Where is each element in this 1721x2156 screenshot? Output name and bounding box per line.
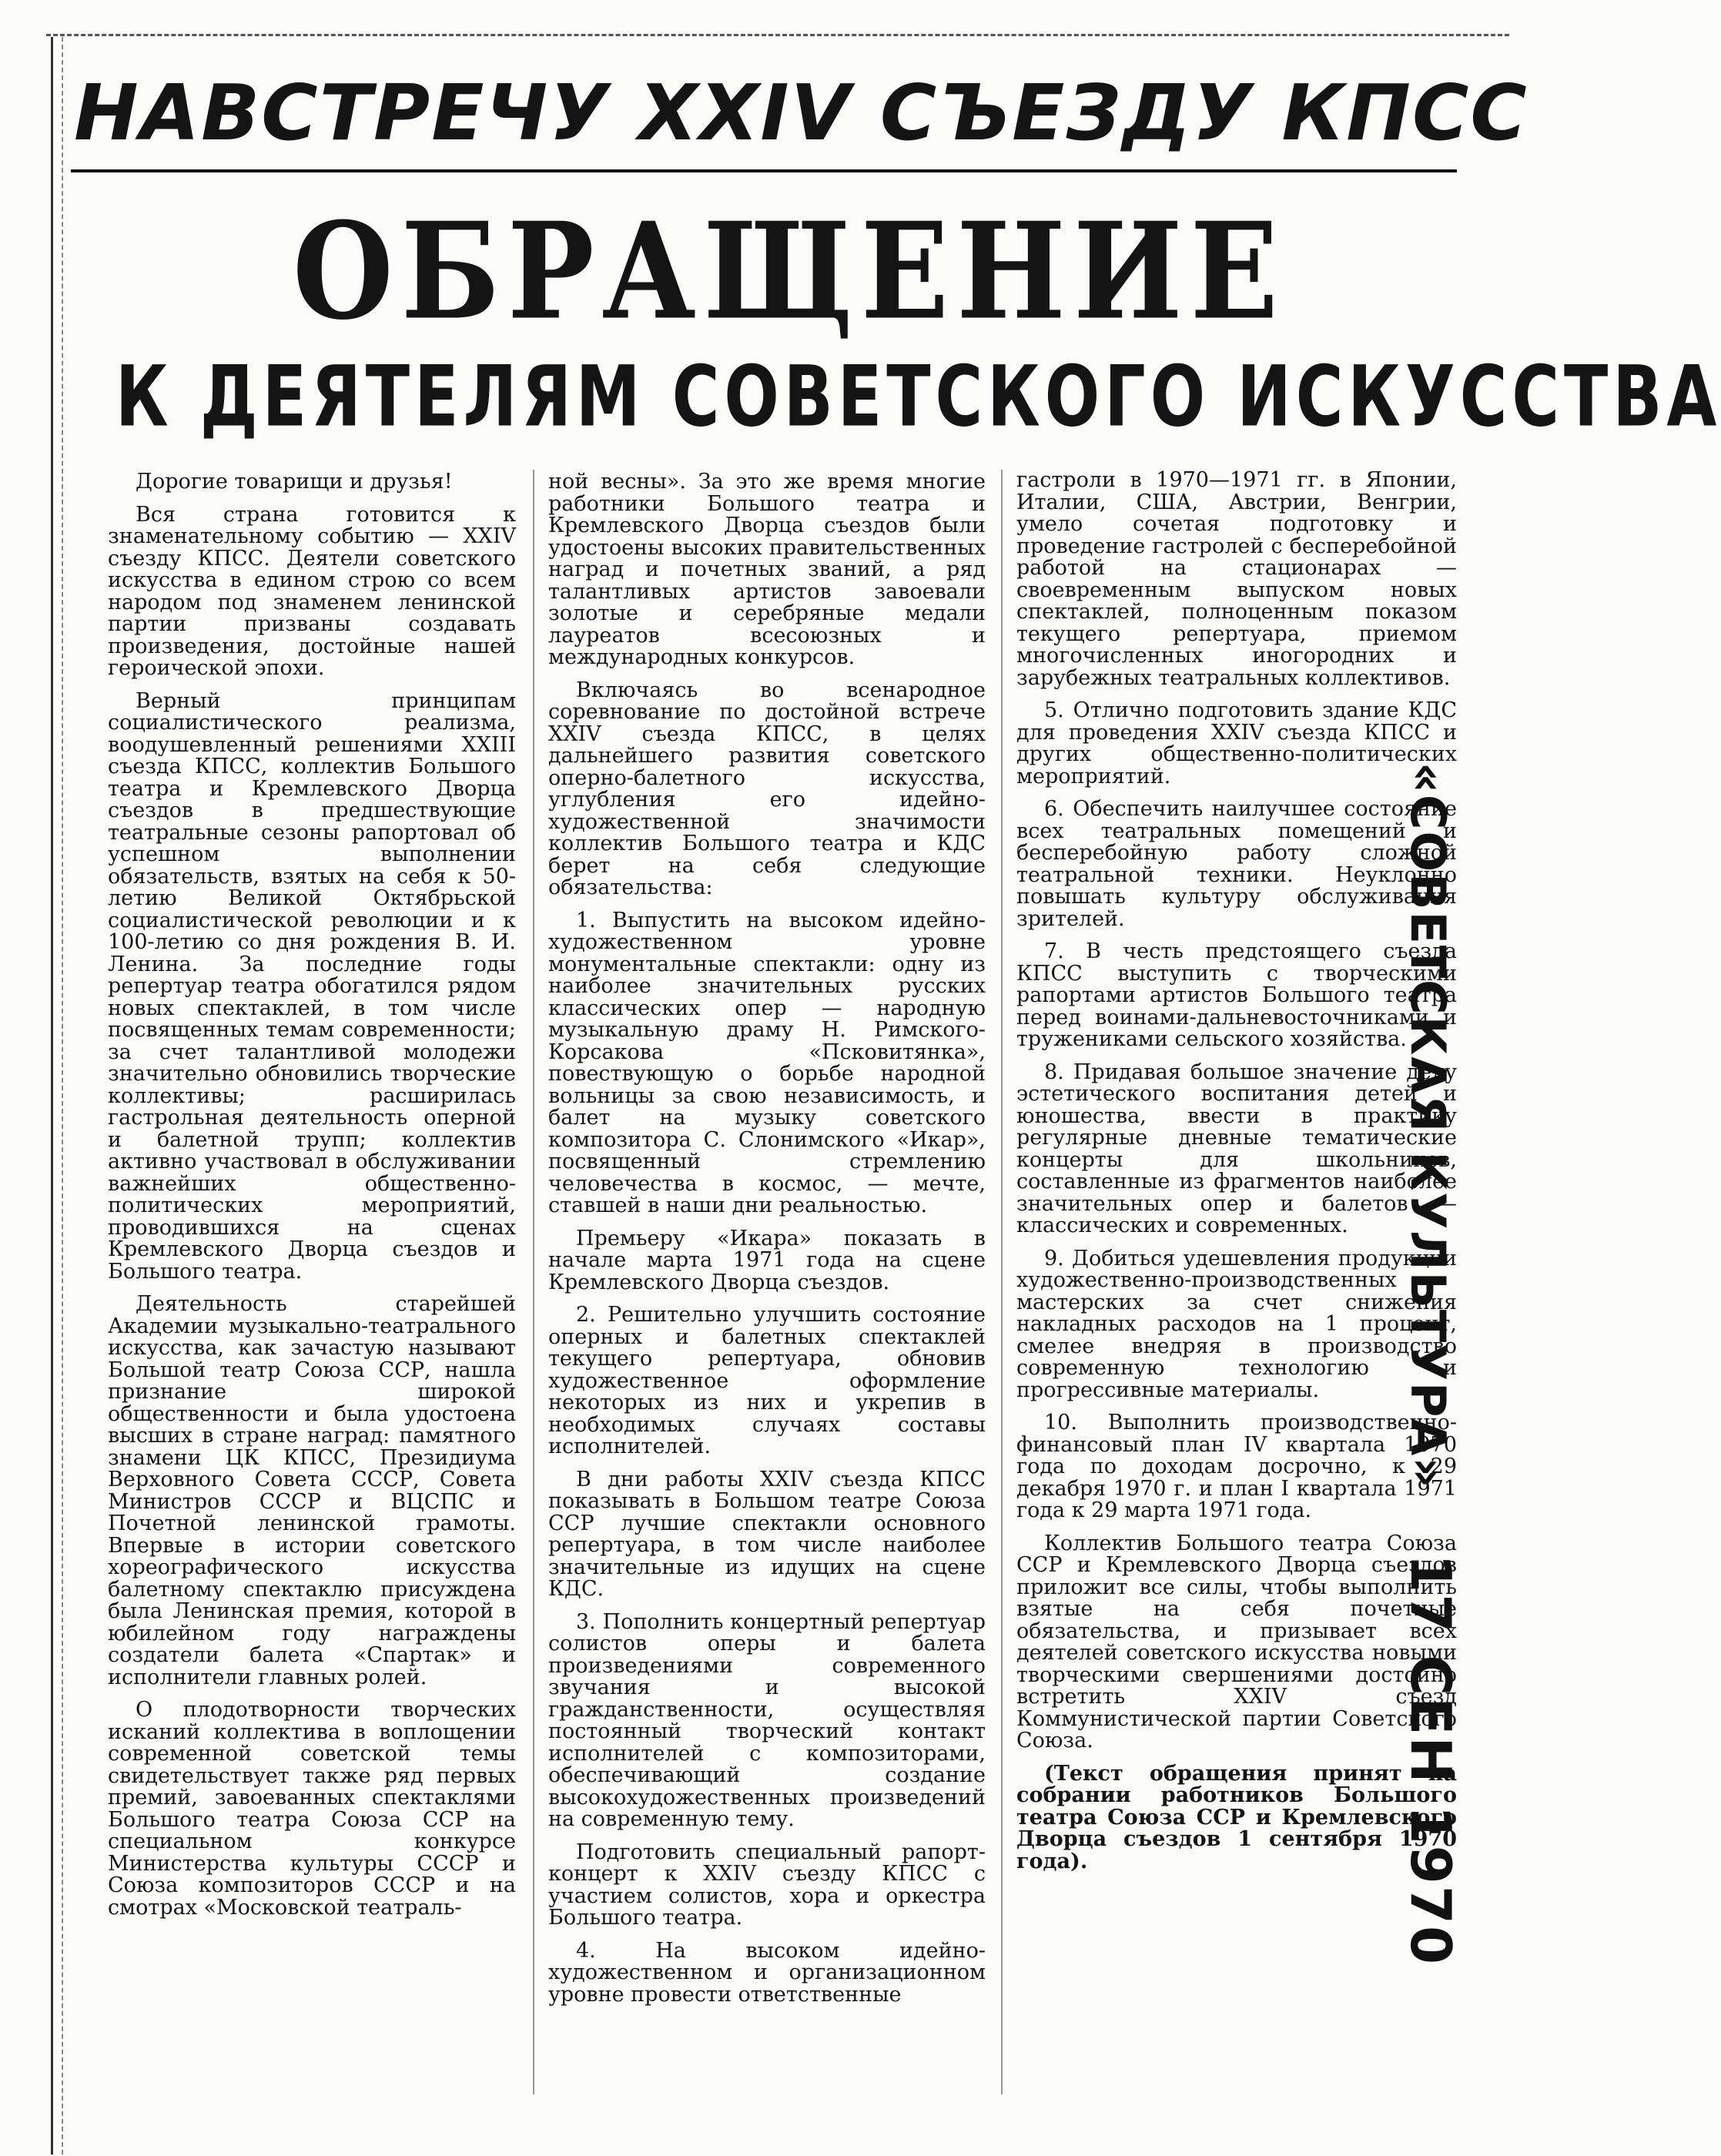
paragraph: Коллектив Большого театра Союза ССР и Кремлевского Дворца съездов приложит все силы, чтобы выполнить взятые на себя почетные обязательства, и призывает всех деятелей советского искусства новыми творческими свершениями достойно встретить XXIV съезд Коммунистической партии Советского Союза. [1016, 1531, 1457, 1753]
paragraph: Деятельность старейшей Академии музыкально-театрального искусства, как зачастую называют Большой театр Союза ССР, нашла признание широкой общественности и была удостоена высших в стране наград: памятного знамени ЦК КПСС, Президиума Верховного Совета СССР, Совета Министров СССР и ВЦСПС и Почетной ленинской грамоты. Впервые в истории советского хореографического искусства балетному спектаклю присуждена была Ленинская премия, которой в юбилейном году награждены создатели балета «Спартак» и исполнители главных ролей. [108, 1292, 516, 1689]
page-title: ОБРАЩЕНИЕ [293, 193, 1286, 350]
paragraph: 1. Выпустить на высоком идейно-художественном уровне монументальные спектакли: одну из наиболее значительных русских классических опер — народную музыкальную драму Н. Римского-Корсакова «Псковитянка», повествующую о борьбе народной вольницы за свою независимость, и балет на музыку советского композитора С. Слонимского «Икар», посвященный стремлению человечества в космос, — мечте, ставшей в наши дни реальностью. [548, 908, 986, 1217]
column-divider [1001, 470, 1003, 2094]
paragraph: ной весны». За это же время многие работники Большого театра и Кремлевского Дворца съездов были удостоены высоких правительственных наград и почетных званий, а ряд талантливых артистов завоевали золотые и серебряные медали лауреатов всесоюзных и международных конкурсов. [548, 470, 986, 669]
paragraph: Подготовить специальный рапорт-концерт к XXIV съезду КПСС с участием солистов, хора и оркестра Большого театра. [548, 1840, 986, 1930]
scan-edge-top [46, 34, 1509, 36]
paragraph: Включаясь во всенародное соревнование по достойной встрече XXIV съезда КПСС, в целях дальнейшего развития советского оперно-балетного искусства, углубления его идейно-художественной значимости коллектив Большого театра и КДС берет на себя следующие обязательства: [548, 678, 986, 899]
paragraph: 5. Отлично подготовить здание КДС для проведения XXIV съезда КПСС и других общественно-политических мероприятий. [1016, 698, 1457, 788]
scan-edge-left-inner [62, 37, 63, 2154]
article-column-2 [548, 471, 986, 2017]
paragraph: Верный принципам социалистического реализма, воодушевленный решениями XXIII съезда КПСС, коллектив Большого театра и Кремлевского Дворца съездов в предшествующие театральные сезоны рапортовал об успешном выполнении обязательств, взятых на себя к 50-летию Великой Октябрьской социалистической революции и к 100-летию со дня рождения В. И. Ленина. За последние годы репертуар театра обогатился рядом новых спектаклей, в том числе посвященных темам современности; за счет талантливой молодежи значительно обновились творческие коллективы; расширилась гастрольная деятельность оперной и балетной трупп; коллектив активно участвовал в обслуживании важнейших общественно-политических мероприятий, проводившихся на сценах Кремлевского Дворца съездов и Большого театра. [108, 688, 516, 1284]
paragraph: 4. На высоком идейно-художественном и организационном уровне провести ответственные [548, 1938, 986, 2007]
article-column-1 [108, 471, 516, 1930]
paragraph: 3. Пополнить концертный репертуар солистов оперы и балета произведениями современного звучания и высокой гражданственности, осуществляя постоянный творческий контакт исполнителей с композиторами, обеспечивающий создание высокохудожественных произведений на современную тему. [548, 1609, 986, 1831]
source-date-stamp [1386, 762, 1463, 1967]
scan-edge-left [51, 37, 53, 2154]
paragraph: В дни работы XXIV съезда КПСС показывать в Большом театре Союза ССР лучшие спектакли основного репертуара, в том числе наиболее значительные из идущих на сцене КДС. [548, 1467, 986, 1601]
paragraph: 8. Придавая большое значение делу эстетического воспитания детей и юношества, ввести в практику регулярные дневные тематические концерты для школьников, составленные из фрагментов наиболее значительных опер и балетов — классических и современных. [1016, 1060, 1457, 1237]
paragraph: О плодотворности творческих исканий коллектива в воплощении современной советской темы свидетельствует также ряд первых премий, завоеванных спектаклями Большого театра Союза ССР на специальном конкурсе Министерства культуры СССР и Союза композиторов СССР и на смотрах «Московской театраль- [108, 1698, 516, 1920]
paragraph: 10. Выполнить производственно-финансовый план IV квартала 1970 года по доходам досрочно, к 29 декабря 1970 г. и план I квартала 1971 года к 29 марта 1971 года. [1016, 1411, 1457, 1522]
stamp-source: «СОВЕТСКАЯ КУЛЬТУРА» [1400, 762, 1456, 1490]
kicker-headline: НАВСТРЕЧУ XXIV СЪЕЗДУ КПСС [74, 68, 1528, 158]
column-divider [533, 470, 534, 2094]
header-rule [71, 169, 1457, 172]
stamp-date: 17 СЕН 1970 [1398, 1554, 1463, 1967]
paragraph: гастроли в 1970—1971 гг. в Японии, Италии, США, Австрии, Венгрии, умело сочетая подготовку и проведение гастролей с бесперебойной работой на стационарах — своевременным выпуском новых спектаклей, полноценным показом текущего репертуара, приемом многочисленных иногородних и зарубежных театральных коллективов. [1016, 468, 1457, 690]
paragraph: 7. В честь предстоящего съезда КПСС выступить с творческими рапортами артистов Большого театра перед воинами-дальневосточниками и тружениками сельского хозяйства. [1016, 939, 1457, 1051]
salutation: Дорогие товарищи и друзья! [136, 470, 453, 494]
paragraph: 6. Обеспечить наилучшее состояние всех театральных помещений и бесперебойную работу сложной театральной техники. Неуклонно повышать культуру обслуживания зрителей. [1016, 797, 1457, 931]
paragraph: 9. Добиться удешевления продукции художественно-производственных мастерских за счет снижения накладных расходов на 1 процент, смелее внедряя в производство современную технологию и прогрессивные материалы. [1016, 1246, 1457, 1402]
paragraph: Вся страна готовится к знаменательному событию — XXIV съезду КПСС. Деятели советского искусства в едином строю со всем народом под знаменем ленинской партии призваны создавать произведения, достойные нашей героической эпохи. [108, 502, 516, 680]
closing-note: (Текст обращения принят на собрании работников Большого театра Союза ССР и Кремлевского Дворца съездов 1 сентября 1970 года). [1016, 1761, 1457, 1873]
paragraph: 2. Решительно улучшить состояние оперных и балетных спектаклей текущего репертуара, обновив художественное оформление некоторых из них и укрепив в необходимых случаях составы исполнителей. [548, 1303, 986, 1458]
paragraph: Премьеру «Икара» показать в начале марта 1971 года на сцене Кремлевского Дворца съездов. [548, 1226, 986, 1294]
page-subtitle: К ДЕЯТЕЛЯМ СОВЕТСКОГО ИСКУССТВА [116, 347, 1721, 446]
